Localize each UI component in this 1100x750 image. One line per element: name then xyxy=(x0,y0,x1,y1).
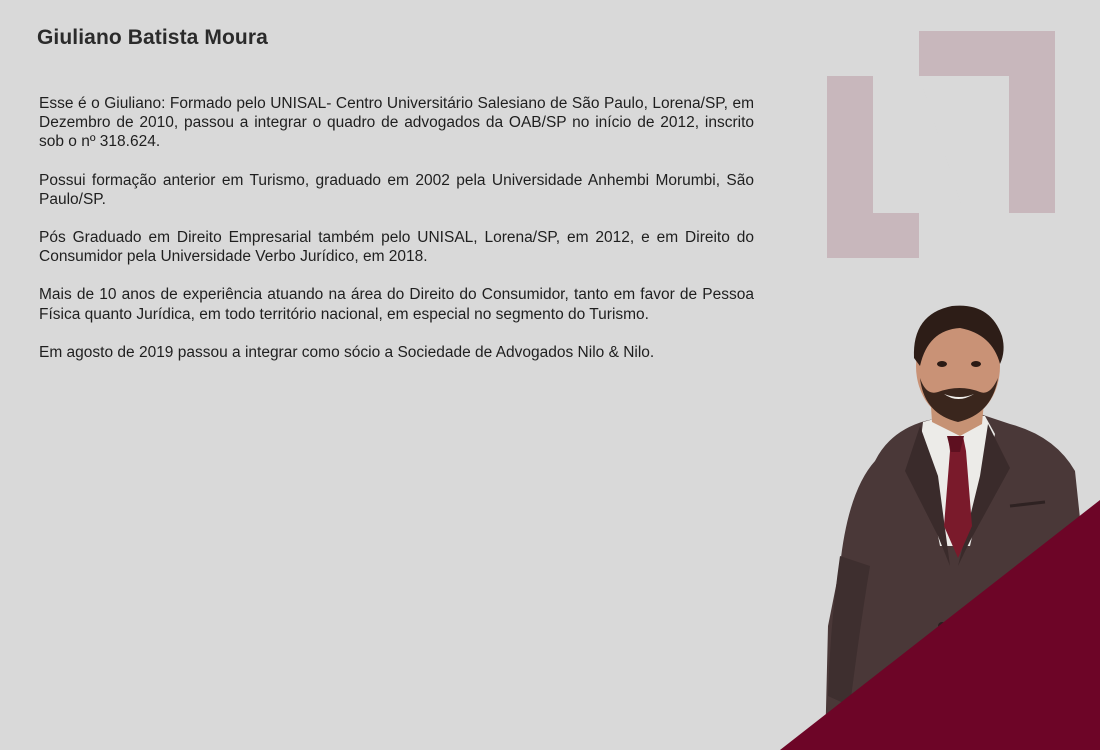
nilo-logo-icon xyxy=(826,30,1056,260)
profile-name: Giuliano Batista Moura xyxy=(37,26,268,49)
bio-paragraph: Mais de 10 anos de experiência atuando na área do Direito do Consumidor, tanto em favor de Pessoa Física quanto Jurídica, em todo território nacional, em especial no segmento do Turismo. xyxy=(39,286,754,323)
biography xyxy=(39,94,754,381)
burgundy-corner-accent xyxy=(780,500,1100,750)
bio-paragraph: Pós Graduado em Direito Empresarial também pelo UNISAL, Lorena/SP, em 2012, e em Direito do Consumidor pela Universidade Verbo Jurídico, em 2018. xyxy=(39,229,754,266)
bio-paragraph: Em agosto de 2019 passou a integrar como sócio a Sociedade de Advogados Nilo & Nilo. xyxy=(39,343,655,361)
bio-paragraph: Esse é o Giuliano: Formado pelo UNISAL- Centro Universitário Salesiano de São Paulo, Lorena/SP, em Dezembro de 2010, passou a integrar o quadro de advogados da OAB/SP no início de 2012, inscrito sob o nº 318.624. xyxy=(39,95,754,151)
bio-paragraph: Possui formação anterior em Turismo, graduado em 2002 pela Universidade Anhembi Morumbi, São Paulo/SP. xyxy=(39,171,754,208)
